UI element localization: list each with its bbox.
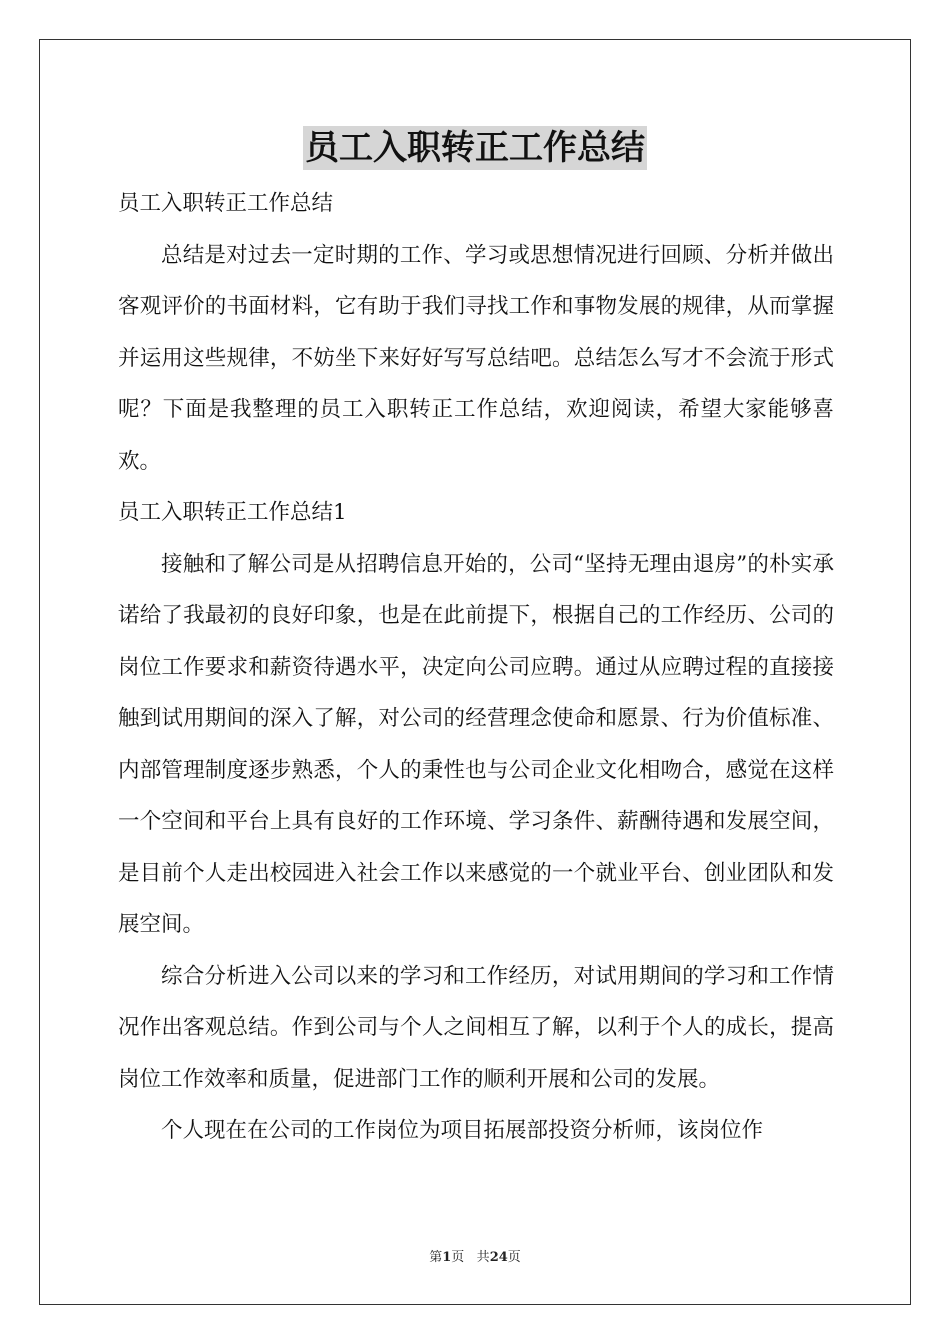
paragraph-body-2: 综合分析进入公司以来的学习和工作经历，对试用期间的学习和工作情况作出客观总结。作到公司与个人之间相互了解，以利于个人的成长，提高岗位工作效率和质量，促进部门工作的顺利开展和公司的发展。 (118, 963, 834, 1092)
paragraph-body-1: 接触和了解公司是从招聘信息开始的，公司“坚持无理由退房”的朴实承诺给了我最初的良好印象，也是在此前提下，根据自己的工作经历、公司的岗位工作要求和薪资待遇水平，决定向公司应聘。通过从应聘过程的直接接触到试用期间的深入了解，对公司的经营理念使命和愿景、行为价值标准、内部管理制度逐步熟悉，个人的秉性也与公司企业文化相吻合，感觉在这样一个空间和平台上具有良好的工作环境、学习条件、薪酬待遇和发展空间，是目前个人走出校园进入社会工作以来感觉的一个就业平台、创业团队和发展空间。 (118, 551, 834, 937)
section-heading-1: 员工入职转正工作总结1 (118, 500, 347, 525)
total-suffix: 页 (507, 1250, 521, 1265)
document-title: 员工入职转正工作总结 (305, 128, 645, 168)
page-footer (0, 1246, 950, 1265)
page-prefix: 第 (429, 1250, 443, 1265)
total-page-count: 24 (489, 1250, 508, 1265)
paragraph-body-3: 个人现在在公司的工作岗位为项目拓展部投资分析师，该岗位作 (161, 1118, 764, 1143)
current-page-number: 1 (442, 1250, 452, 1265)
paragraph-intro: 总结是对过去一定时期的工作、学习或思想情况进行回顾、分析并做出客观评价的书面材料，它有助于我们寻找工作和事物发展的规律，从而掌握并运用这些规律，不妨坐下来好好写写总结吧。总结怎么写才不会流于形式呢？下面是我整理的员工入职转正工作总结，欢迎阅读，希望大家能够喜欢。 (118, 242, 834, 474)
page-suffix: 页 (451, 1250, 465, 1265)
total-prefix: 共 (476, 1250, 490, 1265)
title-block (0, 126, 950, 170)
document-body (118, 178, 834, 1157)
paragraph-subtitle: 员工入职转正工作总结 (118, 191, 334, 216)
